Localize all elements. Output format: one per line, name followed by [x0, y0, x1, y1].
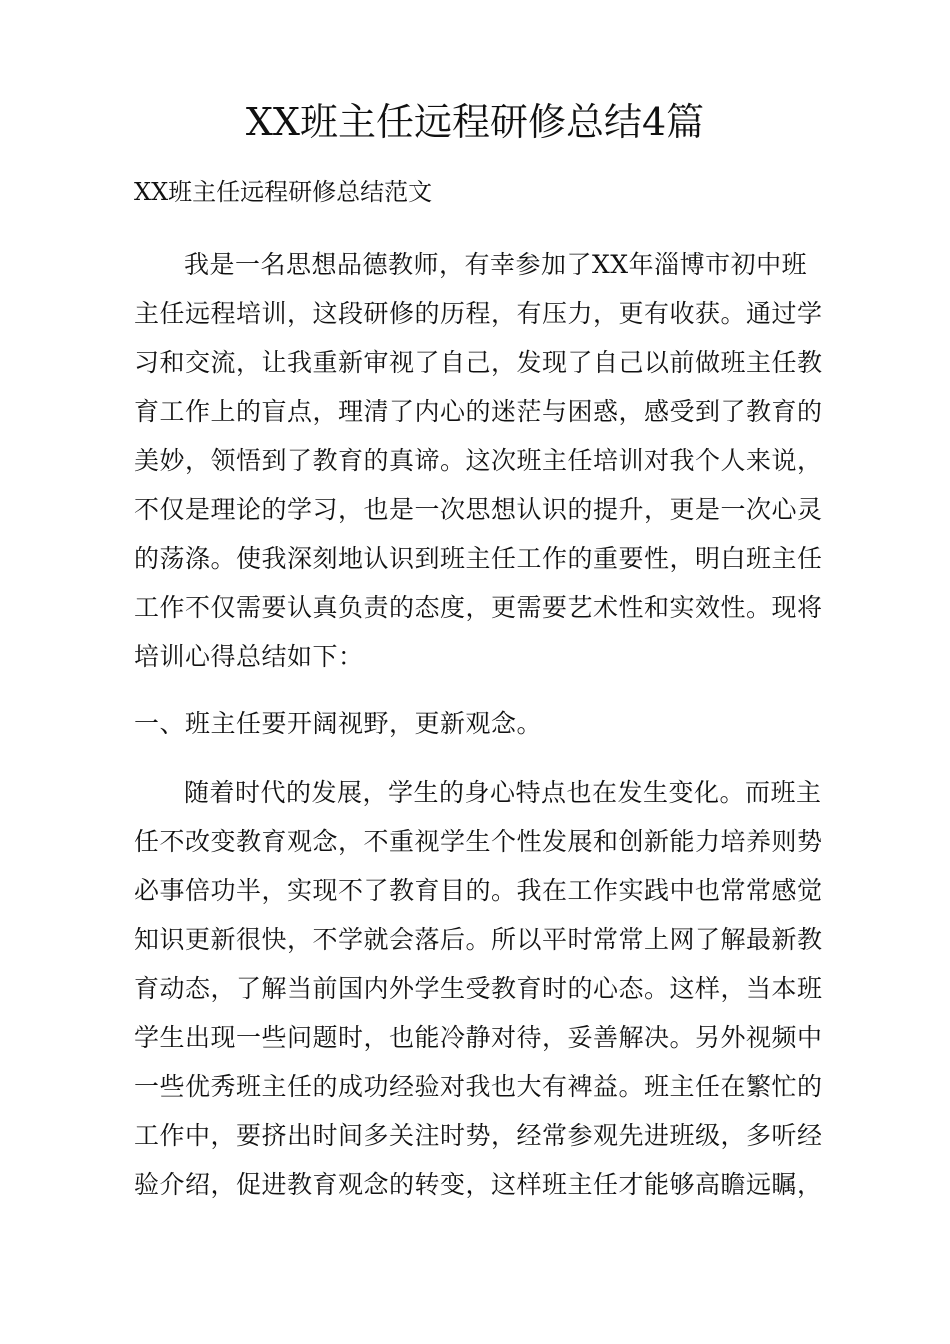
paragraph-line: 任不改变教育观念，不重视学生个性发展和创新能力培养则势 — [134, 827, 823, 856]
paragraph-line: 不仅是理论的学习，也是一次思想认识的提升，更是一次心灵 — [134, 495, 823, 524]
paragraph-line: 随着时代的发展，学生的身心特点也在发生变化。而班主 — [184, 778, 822, 807]
paragraph-line: 知识更新很快，不学就会落后。所以平时常常上网了解最新教 — [134, 925, 823, 954]
paragraph-line: 工作不仅需要认真负责的态度，更需要艺术性和实效性。现将 — [134, 593, 823, 622]
document-subtitle: XX班主任远程研修总结范文 — [134, 178, 433, 206]
paragraph-line: 主任远程培训，这段研修的历程，有压力，更有收获。通过学 — [134, 299, 823, 328]
paragraph-line: 美妙，领悟到了教育的真谛。这次班主任培训对我个人来说， — [134, 446, 823, 475]
section-heading: 一、班主任要开阔视野，更新观念。 — [134, 709, 543, 738]
paragraph-line: 习和交流，让我重新审视了自己，发现了自己以前做班主任教 — [134, 348, 823, 377]
paragraph-line: 必事倍功半，实现不了教育目的。我在工作实践中也常常感觉 — [134, 876, 823, 905]
document-title: XX班主任远程研修总结4篇 — [245, 100, 705, 144]
paragraph-line: 培训心得总结如下： — [134, 642, 364, 671]
paragraph-line: 工作中，要挤出时间多关注时势，经常参观先进班级，多听经 — [134, 1121, 823, 1150]
paragraph-intro — [134, 240, 834, 681]
paragraph-line: 育动态，了解当前国内外学生受教育时的心态。这样，当本班 — [134, 974, 823, 1003]
paragraph-line: 育工作上的盲点，理清了内心的迷茫与困惑，感受到了教育的 — [134, 397, 823, 426]
paragraph-line: 验介绍，促进教育观念的转变，这样班主任才能够高瞻远瞩， — [134, 1170, 823, 1199]
paragraph-line: 我是一名思想品德教师，有幸参加了XX年淄博市初中班 — [184, 250, 808, 279]
paragraph-line: 学生出现一些问题时，也能冷静对待，妥善解决。另外视频中 — [134, 1023, 823, 1052]
paragraph-section1 — [134, 768, 834, 1209]
paragraph-line: 一些优秀班主任的成功经验对我也大有裨益。班主任在繁忙的 — [134, 1072, 823, 1101]
paragraph-line: 的荡涤。使我深刻地认识到班主任工作的重要性，明白班主任 — [134, 544, 823, 573]
